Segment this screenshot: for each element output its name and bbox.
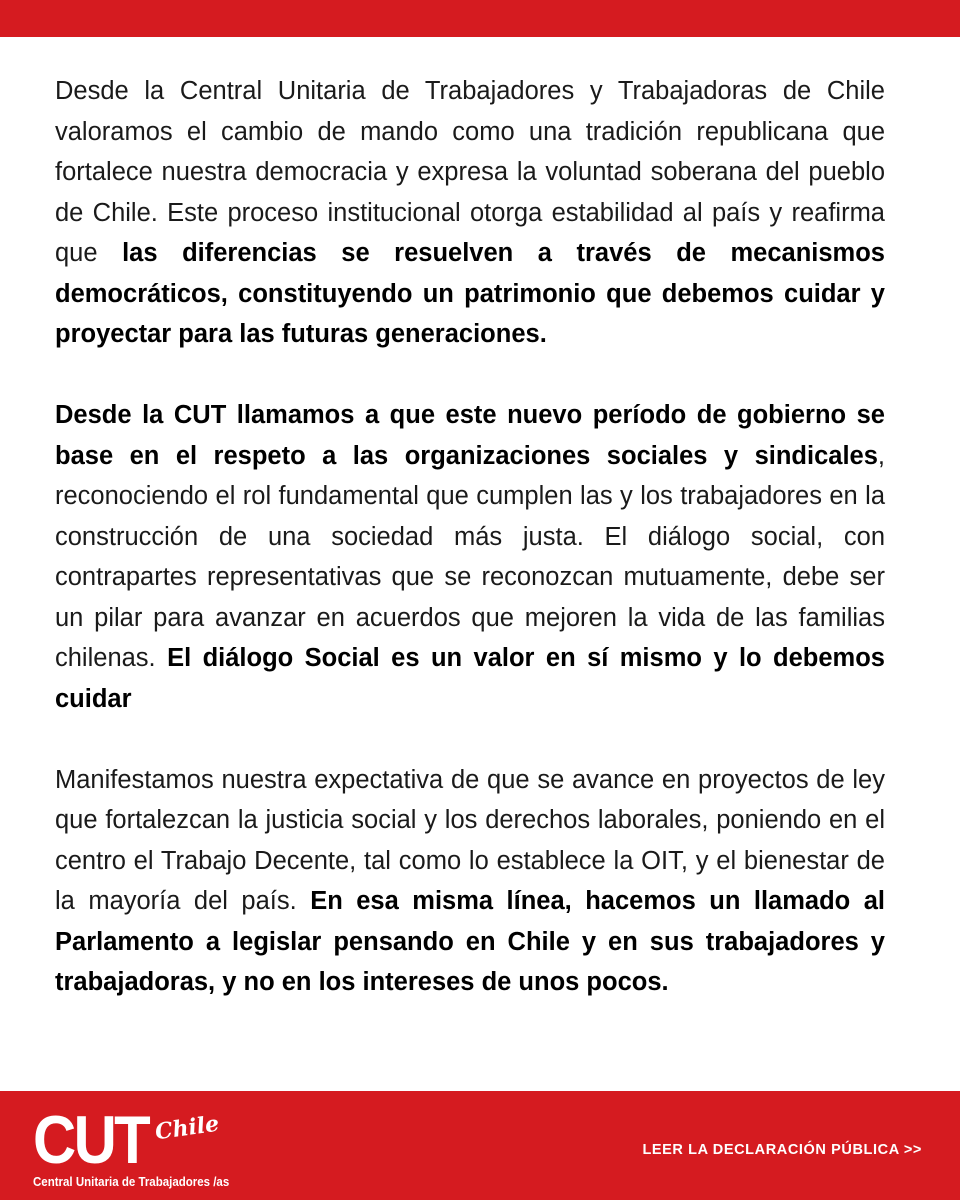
paragraph-1-text-1: Desde la Central Unitaria de Trabajadores y Trabajadoras de Chile valoramos el cambio de mando como una tradición republicana que fortalece nuestra democracia y expresa la voluntad soberana del pueblo de Chile. Este proceso institucional otorga estabilidad al país y reafirma que	[55, 77, 885, 267]
paragraph-2	[55, 395, 885, 719]
footer-bar	[0, 1091, 960, 1200]
paragraph-3-bold-1: En esa misma línea, hacemos un llamado al Parlamento a legislar pensando en Chile y en sus trabajadores y trabajadoras, y no en los intereses de unos pocos.	[55, 887, 885, 996]
logo-subtitle: Central Unitaria de Trabajadores /as	[33, 1175, 230, 1189]
top-red-bar	[0, 0, 960, 37]
paragraph-3	[55, 760, 885, 1003]
paragraph-1-bold-1: las diferencias se resuelven a través de mecanismos democráticos, constituyendo un patrimonio que debemos cuidar y proyectar para las futuras generaciones.	[55, 239, 885, 348]
logo-wordmark: CUT	[33, 1102, 149, 1178]
paragraph-3-text-1: Manifestamos nuestra expectativa de que se avance en proyectos de ley que fortalezcan la justicia social y los derechos laborales, poniendo en el centro el Trabajo Decente, tal como lo establece la OIT, y el bienestar de la mayoría del país.	[55, 765, 885, 915]
paragraph-2-bold-2: El diálogo Social es un valor en sí mismo y lo debemos cuidar	[55, 644, 885, 713]
paragraph-2-text-1: , reconociendo el rol fundamental que cumplen las y los trabajadores en la construcción de una sociedad más justa. El diálogo social, con contrapartes representativas que se reconozcan mutuamente, debe ser un pilar para avanzar en acuerdos que mejoren la vida de las familias chilenas.	[55, 441, 885, 672]
statement-body	[55, 71, 885, 1043]
read-declaration-link[interactable]: LEER LA DECLARACIÓN PÚBLICA >>	[642, 1142, 922, 1158]
logo-script-chile: Chile	[153, 1110, 221, 1146]
paragraph-1	[55, 71, 885, 355]
paragraph-2-bold-1: Desde la CUT llamamos a que este nuevo período de gobierno se base en el respeto a las organizaciones sociales y sindicales	[55, 401, 885, 470]
cut-logo	[33, 1102, 293, 1189]
